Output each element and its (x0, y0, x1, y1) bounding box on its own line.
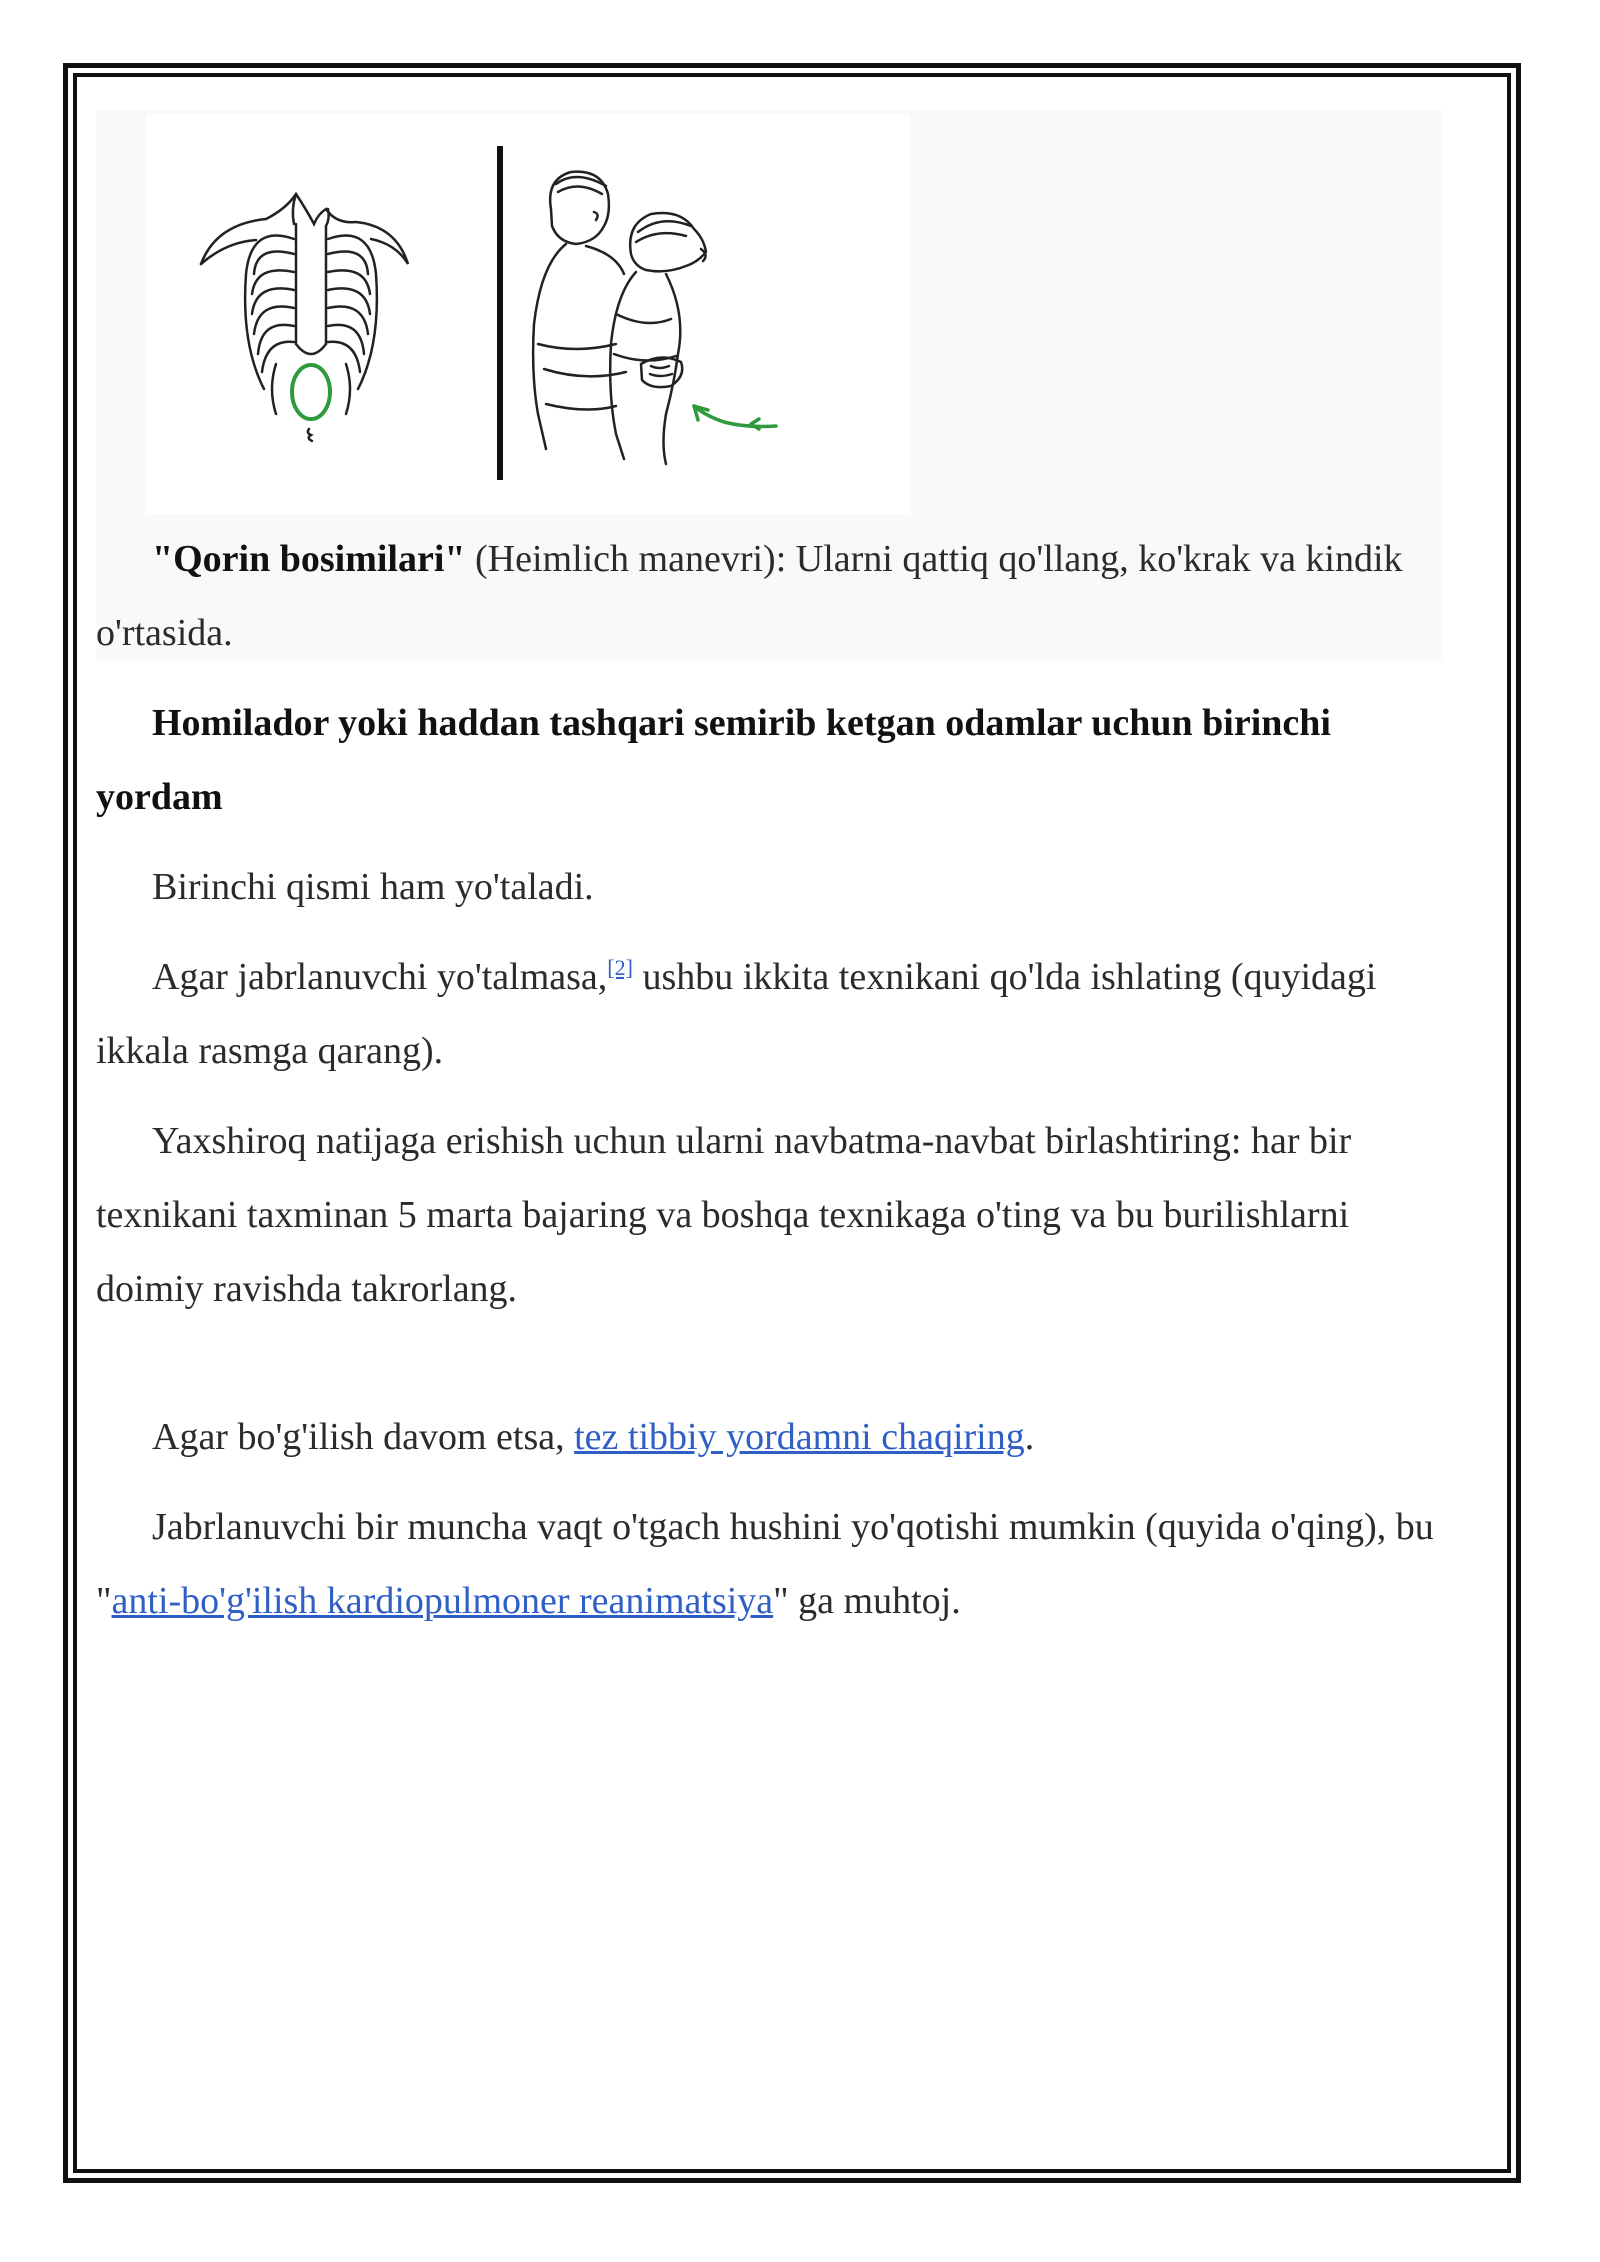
compression-target-ring (292, 365, 330, 419)
section-heading: Homilador yoki haddan tashqari semirib ketgan odamlar uchun birinchi yordam (96, 702, 1331, 818)
emergency-text-after: . (1024, 1416, 1035, 1458)
footnote-link[interactable]: [2] (607, 955, 633, 980)
techniques-text-after: ushbu ikkita texnikani qo'lda ishlating (quyidagi ikkala rasmga qarang). (96, 956, 1377, 1072)
paragraph-coughs: Birinchi qismi ham yo'taladi. (152, 866, 594, 908)
heimlich-figure (146, 114, 910, 514)
unconscious-text-before: Jabrlanuvchi bir muncha vaqt o'tgach hushini yo'qotishi mumkin (quyida o'qing), bu " (96, 1506, 1434, 1622)
paragraph-emergency (96, 1400, 1442, 1474)
heimlich-maneuver-illustration (533, 172, 706, 464)
unconscious-text-after: " ga muhtoj. (773, 1580, 961, 1622)
abdominal-thrusts-text: (Heimlich manevri): Ularni qattiq qo'llang, ko'krak va kindik o'rtasida. (96, 538, 1403, 654)
term-abdominal-thrusts: "Qorin bosimilari" (152, 538, 466, 580)
footnote-ref (607, 955, 633, 980)
paragraph-abdominal-thrusts (96, 522, 1442, 670)
paragraph-alternate: Yaxshiroq natijaga erishish uchun ularni navbatma-navbat birlashtiring: har bir texnikani taxminan 5 marta bajaring va boshqa texnikaga o'ting va bu burilishlarni doimiy ravishda takrorlang. (96, 1120, 1352, 1310)
paragraph-unconscious (96, 1490, 1442, 1638)
emergency-text-before: Agar bo'g'ilish davom etsa, (152, 1416, 575, 1458)
thrust-direction-arrow (694, 406, 776, 429)
emergency-call-link[interactable]: tez tibbiy yordamni chaqiring (574, 1416, 1025, 1458)
ribcage-diagram (201, 194, 408, 441)
document-body (96, 522, 1442, 1654)
techniques-text-before: Agar jabrlanuvchi yo'talmasa, (152, 956, 608, 998)
paragraph-techniques (96, 940, 1442, 1088)
cpr-link[interactable]: anti-bo'g'ilish kardiopulmoner reanimatsiya (111, 1580, 774, 1622)
